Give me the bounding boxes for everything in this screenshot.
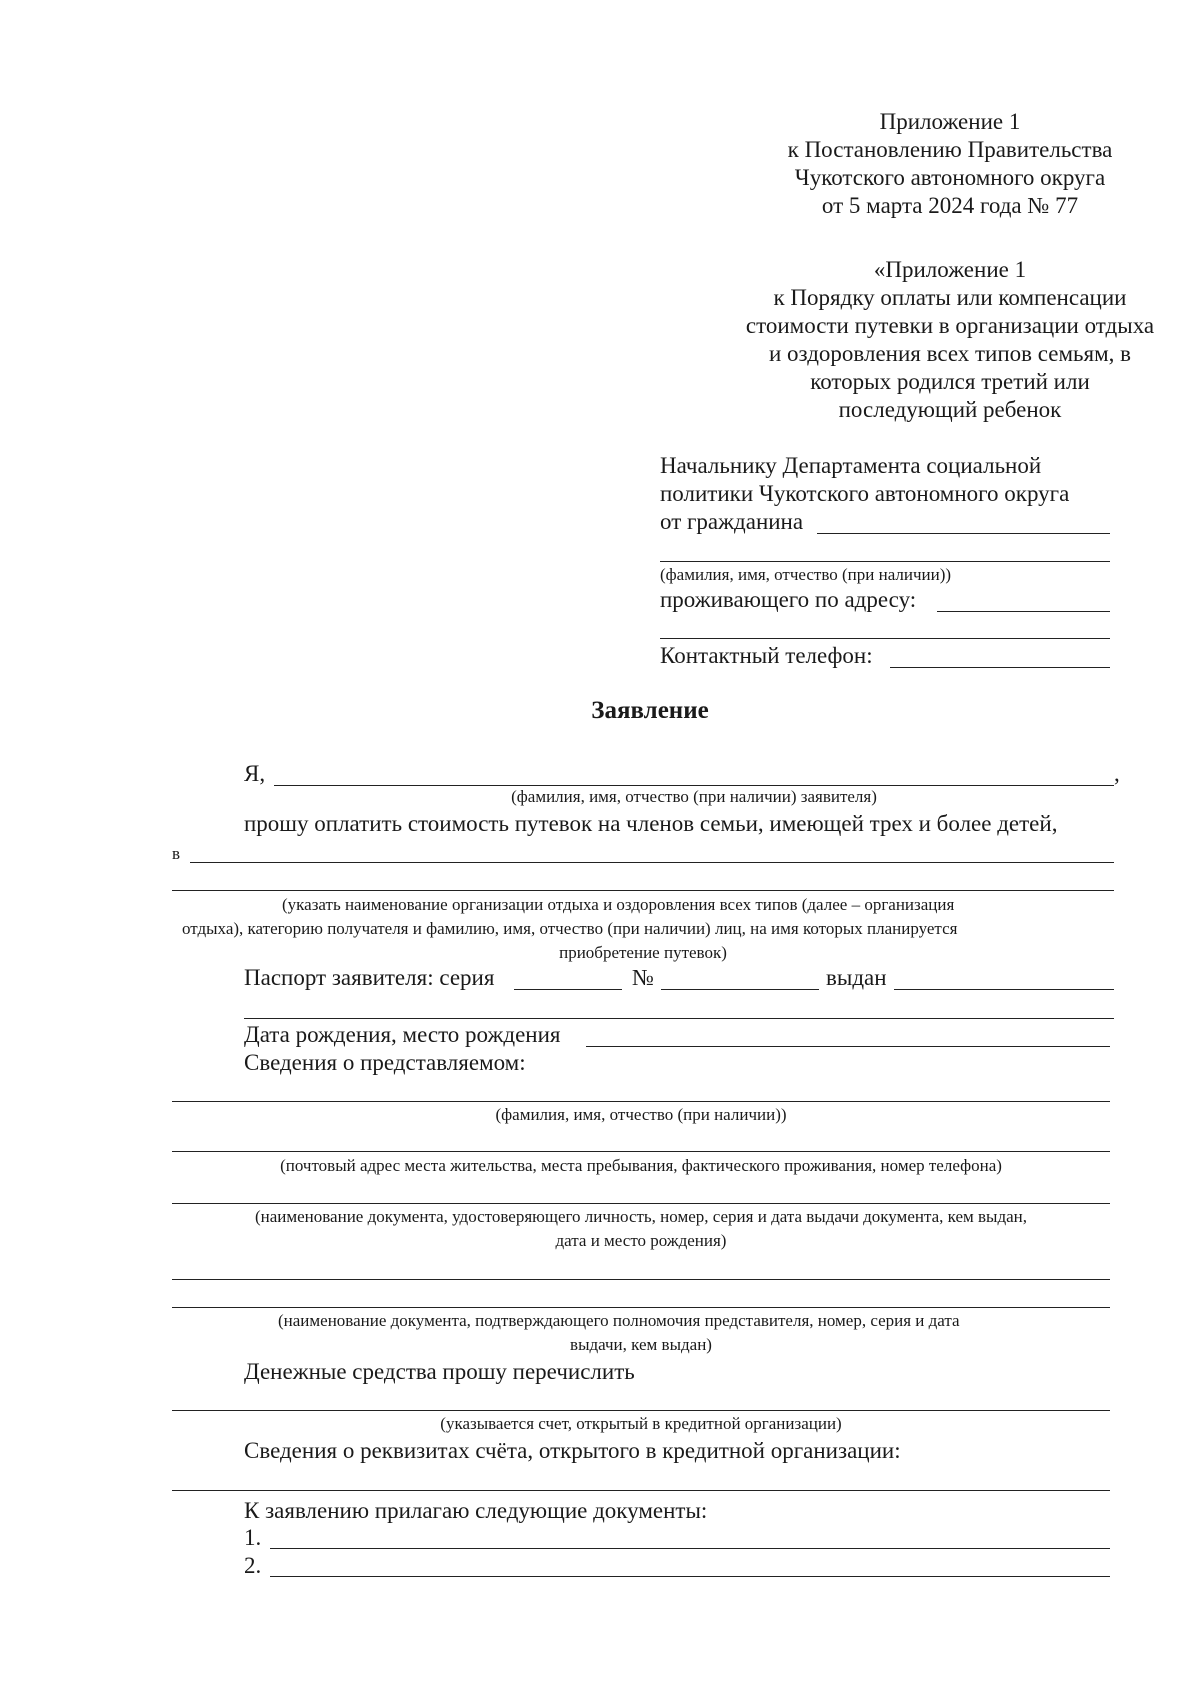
rep-fio-note: (фамилия, имя, отчество (при наличии)): [495, 1105, 787, 1124]
page-title: Заявление: [591, 697, 709, 724]
passport-label: Паспорт заявителя: серия: [244, 965, 495, 990]
org-note-line-1: (указать наименование организации отдыха и оздоровления всех типов (далее – организация: [282, 895, 955, 914]
appendix-1-line: Приложение 1: [879, 109, 1021, 134]
passport-series-field[interactable]: [514, 989, 622, 990]
rep-address-note: (почтовый адрес места жительства, места пребывания, фактического проживания, номер телефона): [280, 1156, 1002, 1175]
appendix-1-line: к Постановлению Правительства: [787, 137, 1113, 162]
address-label: проживающего по адресу:: [660, 587, 917, 612]
money-label: Денежные средства прошу перечислить: [244, 1359, 635, 1384]
attachments-label: К заявлению прилагаю следующие документы:: [244, 1498, 708, 1523]
requisites-label: Сведения о реквизитах счёта, открытого в кредитной организации:: [244, 1438, 901, 1463]
representative-name-field[interactable]: [172, 1101, 1110, 1102]
rep-doc-note-2: дата и место рождения): [555, 1231, 727, 1250]
appendix-2-line: к Порядку оплаты или компенсации: [773, 285, 1127, 310]
appendix-1-line: Чукотского автономного округа: [794, 165, 1106, 190]
appendix-2-line: и оздоровления всех типов семьям, в: [768, 341, 1131, 366]
appendix-2-line: последующий ребенок: [838, 397, 1062, 422]
passport-issued-field[interactable]: [894, 989, 1114, 990]
comma: ,: [1114, 761, 1120, 786]
addressee-line-2: политики Чукотского автономного округа: [660, 481, 1070, 506]
organization-field[interactable]: [190, 862, 1114, 863]
requisites-field[interactable]: [172, 1490, 1110, 1491]
org-note-line-3: приобретение путевок): [559, 943, 727, 962]
i-label: Я,: [244, 761, 266, 786]
org-note-line-2: отдыха), категорию получателя и фамилию, имя, отчество (при наличии) лиц, на имя которых планируется: [182, 919, 958, 938]
request-text: прошу оплатить стоимость путевок на членов семьи, имеющей трех и более детей,: [244, 811, 1058, 836]
representative-label: Сведения о представляемом:: [244, 1050, 526, 1075]
issued-label: выдан: [826, 965, 887, 990]
v-label: в: [172, 844, 181, 863]
account-note: (указывается счет, открытый в кредитной организации): [440, 1414, 842, 1433]
addressee-line-1: Начальнику Департамента социальной: [660, 453, 1042, 478]
attachment-item-2-field[interactable]: [270, 1576, 1110, 1577]
account-field[interactable]: [172, 1410, 1110, 1411]
appendix-1-block: [690, 108, 1200, 220]
passport-issued-field-line-2[interactable]: [244, 1018, 1114, 1019]
address-field-line-2[interactable]: [660, 638, 1110, 639]
representative-doc-field-line-2[interactable]: [172, 1279, 1110, 1280]
appendix-2-block: [690, 256, 1200, 424]
citizen-fio-note: (фамилия, имя, отчество (при наличии)): [660, 565, 952, 584]
citizen-name-field[interactable]: [660, 561, 1110, 562]
rep-doc-note-1: (наименование документа, удостоверяющего личность, номер, серия и дата выдачи документа, кем выдан,: [254, 1207, 1028, 1226]
rep-power-note-2: выдачи, кем выдан): [570, 1335, 712, 1354]
attachment-item-1-number: 1.: [244, 1525, 262, 1550]
passport-number-field[interactable]: [661, 989, 819, 990]
from-citizen-field[interactable]: [817, 533, 1110, 534]
phone-field[interactable]: [890, 667, 1110, 668]
from-citizen-label: от гражданина: [660, 509, 804, 534]
appendix-1-line: от 5 марта 2024 года № 77: [821, 193, 1079, 218]
birth-label: Дата рождения, место рождения: [244, 1022, 561, 1047]
appendix-2-line: «Приложение 1: [873, 257, 1027, 282]
appendix-2-line: стоимости путевки в организации отдыха: [745, 313, 1155, 338]
birth-field[interactable]: [586, 1046, 1110, 1047]
address-field[interactable]: [937, 611, 1110, 612]
phone-label: Контактный телефон:: [660, 643, 873, 668]
rep-power-note-1: (наименование документа, подтверждающего полномочия представителя, номер, серия и дата: [278, 1311, 960, 1330]
representative-doc-field[interactable]: [172, 1203, 1110, 1204]
attachment-item-1-field[interactable]: [270, 1548, 1110, 1549]
number-label: №: [632, 965, 654, 990]
attachment-item-2-number: 2.: [244, 1553, 262, 1578]
representative-power-field[interactable]: [172, 1307, 1110, 1308]
appendix-2-line: которых родился третий или: [810, 369, 1090, 394]
representative-address-field[interactable]: [172, 1151, 1110, 1152]
applicant-note: (фамилия, имя, отчество (при наличии) заявителя): [511, 787, 877, 806]
organization-field-line-2[interactable]: [172, 890, 1114, 891]
